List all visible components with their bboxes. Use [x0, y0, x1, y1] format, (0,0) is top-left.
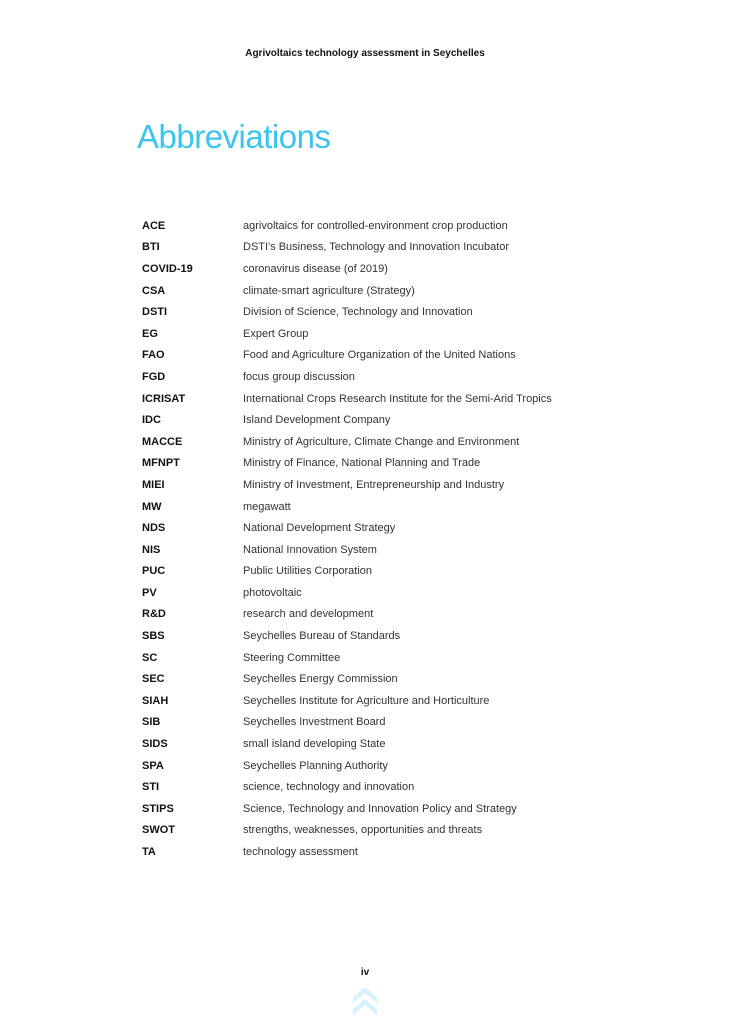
abbreviation-definition: National Development Strategy: [243, 522, 396, 535]
abbreviation-term: SIB: [142, 716, 161, 729]
abbreviation-term: SIDS: [142, 738, 168, 751]
abbreviation-definition: strengths, weaknesses, opportunities and threats: [243, 824, 483, 837]
abbreviation-term: R&D: [142, 608, 166, 621]
abbreviation-definition: Food and Agriculture Organization of the United Nations: [243, 349, 516, 362]
abbreviation-definition: Science, Technology and Innovation Policy and Strategy: [243, 802, 517, 815]
abbreviation-definition: technology assessment: [243, 846, 358, 859]
abbreviation-term: TA: [142, 846, 156, 859]
abbreviation-row: [142, 215, 622, 237]
abbreviation-row: [142, 409, 622, 431]
abbreviation-definition: Ministry of Finance, National Planning and Trade: [243, 457, 481, 470]
abbreviation-term: COVID-19: [142, 262, 193, 275]
abbreviation-row: [142, 496, 622, 518]
abbreviation-row: [142, 841, 622, 863]
abbreviation-definition: coronavirus disease (of 2019): [243, 262, 388, 275]
abbreviation-definition: DSTI's Business, Technology and Innovation Incubator: [243, 241, 510, 254]
abbreviation-definition: Ministry of Agriculture, Climate Change and Environment: [243, 435, 520, 448]
page-title: Abbreviations: [137, 118, 331, 155]
abbreviation-definition: Seychelles Institute for Agriculture and Horticulture: [243, 694, 490, 707]
page-number: iv: [360, 967, 370, 978]
abbreviation-row: [142, 625, 622, 647]
abbreviation-definition: research and development: [243, 608, 374, 621]
abbreviation-term: STIPS: [142, 802, 174, 815]
abbreviation-row: [142, 517, 622, 539]
abbreviation-row: [142, 280, 622, 302]
abbreviation-definition: Public Utilities Corporation: [243, 565, 372, 578]
abbreviation-row: [142, 776, 622, 798]
abbreviation-term: ACE: [142, 219, 166, 232]
abbreviation-row: [142, 388, 622, 410]
abbreviation-term: MACCE: [142, 435, 183, 448]
abbreviation-row: [142, 474, 622, 496]
abbreviation-definition: Steering Committee: [243, 651, 341, 664]
abbreviation-term: MFNPT: [142, 457, 180, 470]
abbreviation-row: [142, 431, 622, 453]
abbreviation-definition: Division of Science, Technology and Innovation: [243, 306, 473, 319]
abbreviation-term: ICRISAT: [142, 392, 186, 405]
abbreviation-definition: small island developing State: [243, 738, 386, 751]
abbreviation-definition: Seychelles Energy Commission: [243, 673, 398, 686]
abbreviation-row: [142, 604, 622, 626]
abbreviation-term: MIEI: [142, 478, 165, 491]
abbreviation-term: SIAH: [142, 694, 169, 707]
abbreviation-term: SBS: [142, 630, 165, 643]
abbreviation-definition: Ministry of Investment, Entrepreneurship and Industry: [243, 478, 505, 491]
abbreviation-term: PV: [142, 586, 157, 599]
abbreviation-definition: science, technology and innovation: [243, 781, 415, 794]
abbreviation-definition: Seychelles Bureau of Standards: [243, 630, 401, 643]
abbreviation-definition: Seychelles Planning Authority: [243, 759, 388, 772]
abbreviation-term: FGD: [142, 370, 166, 383]
abbreviation-row: [142, 733, 622, 755]
abbreviation-row: [142, 258, 622, 280]
abbreviation-row: [142, 820, 622, 842]
abbreviation-term: BTI: [142, 241, 160, 254]
abbreviation-row: [142, 712, 622, 734]
abbreviation-term: STI: [142, 781, 160, 794]
abbreviation-definition: Island Development Company: [243, 414, 391, 427]
abbreviation-row: [142, 539, 622, 561]
abbreviation-term: DSTI: [142, 306, 168, 319]
abbreviation-term: FAO: [142, 349, 165, 362]
abbreviation-row: [142, 323, 622, 345]
abbreviation-definition: National Innovation System: [243, 543, 377, 556]
abbreviation-row: [142, 237, 622, 259]
abbreviation-term: NIS: [142, 543, 161, 556]
abbreviation-definition: International Crops Research Institute for the Semi-Arid Tropics: [243, 392, 552, 405]
abbreviation-row: [142, 668, 622, 690]
abbreviation-row: [142, 647, 622, 669]
abbreviation-term: NDS: [142, 522, 166, 535]
abbreviation-definition: Seychelles Investment Board: [243, 716, 386, 729]
chevron-up-icon: [353, 987, 377, 1015]
abbreviation-term: SEC: [142, 673, 165, 686]
abbreviation-row: [142, 366, 622, 388]
abbreviation-row: [142, 345, 622, 367]
abbreviation-term: MW: [142, 500, 162, 513]
abbreviation-term: PUC: [142, 565, 166, 578]
abbreviation-definition: photovoltaic: [243, 586, 302, 599]
abbreviation-row: [142, 755, 622, 777]
running-header: Agrivoltaics technology assessment in Seychelles: [245, 48, 485, 59]
abbreviation-row: [142, 301, 622, 323]
abbreviation-term: SC: [142, 651, 158, 664]
abbreviation-row: [142, 453, 622, 475]
abbreviation-row: [142, 561, 622, 583]
abbreviation-term: EG: [142, 327, 158, 340]
abbreviation-term: SPA: [142, 759, 164, 772]
abbreviations-list: [142, 215, 622, 863]
abbreviation-row: [142, 690, 622, 712]
abbreviation-definition: focus group discussion: [243, 370, 355, 383]
abbreviation-term: CSA: [142, 284, 166, 297]
abbreviation-definition: agrivoltaics for controlled-environment crop production: [243, 219, 508, 232]
abbreviation-definition: megawatt: [243, 500, 291, 513]
abbreviation-definition: climate-smart agriculture (Strategy): [243, 284, 415, 297]
abbreviation-definition: Expert Group: [243, 327, 309, 340]
abbreviation-term: SWOT: [142, 824, 175, 837]
abbreviation-row: [142, 798, 622, 820]
abbreviation-row: [142, 582, 622, 604]
abbreviation-term: IDC: [142, 414, 161, 427]
